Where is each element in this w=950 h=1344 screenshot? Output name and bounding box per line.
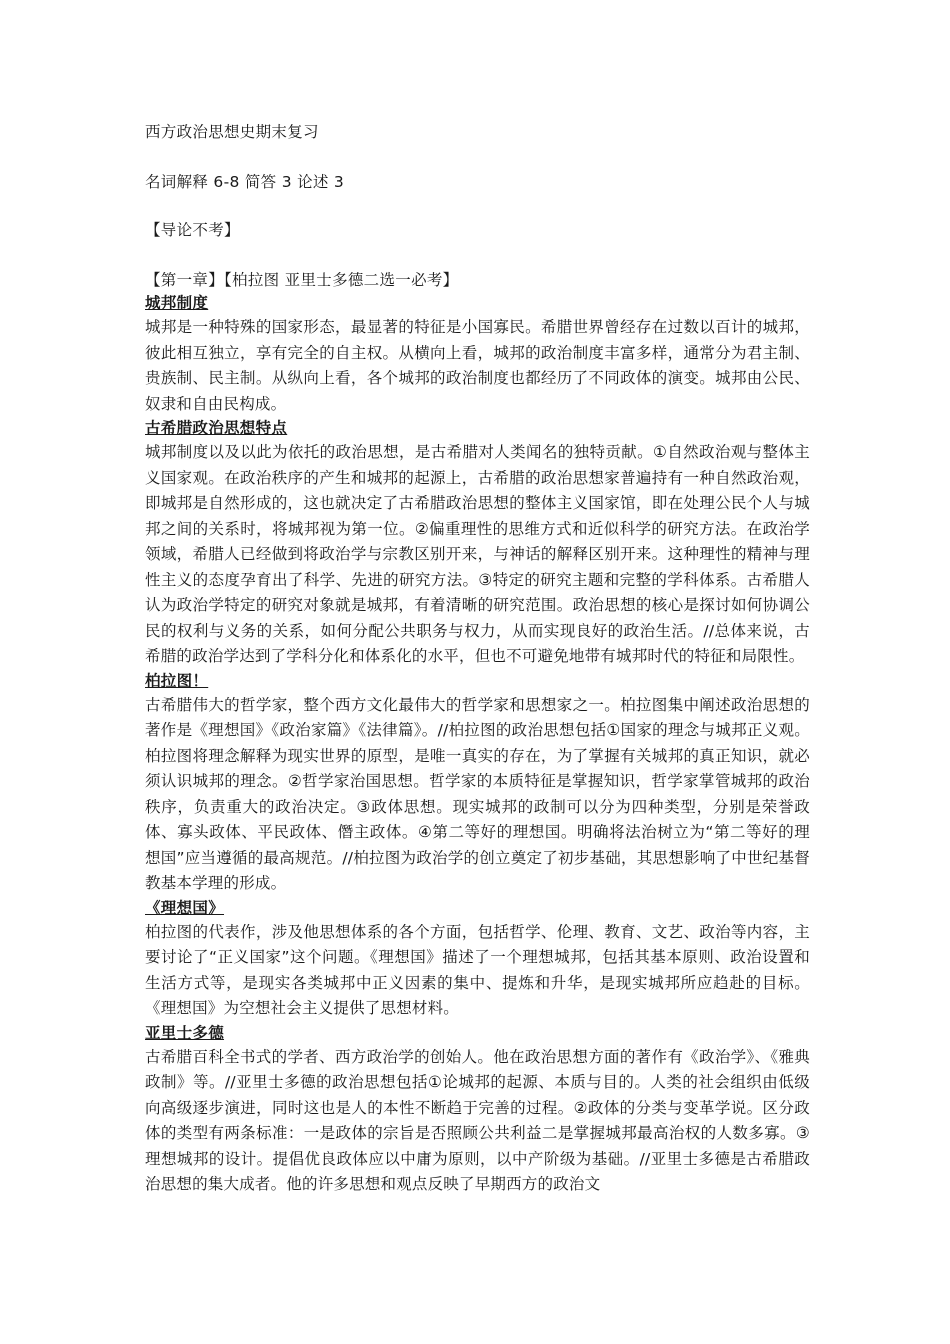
section-heading: 城邦制度 <box>145 294 209 312</box>
document-title: 西方政治思想史期末复习 <box>145 123 319 141</box>
intro-note: 【导论不考】 <box>145 221 240 239</box>
section-aristotle <box>145 1022 810 1198</box>
section-heading: 柏拉图！ <box>145 671 209 690</box>
section-heading: 亚里士多德 <box>145 1023 225 1042</box>
section-paragraph: 城邦制度以及以此为依托的政治思想，是古希腊对人类闻名的独特贡献。①自然政治观与整体主义国家观。在政治秩序的产生和城邦的起源上，古希腊的政治思想家普遍持有一种自然政治观，即城邦是自然形成的，这也就决定了古希腊政治思想的整体主义国家馆，即在处理公民个人与城邦之间的关系时，将城邦视为第一位。②偏重理性的思维方式和近似科学的研究方法。在政治学领域，希腊人已经做到将政治学与宗教区别开来，与神话的解释区别开来。这种理性的精神与理性主义的态度孕育出了科学、先进的研究方法。③特定的研究主题和完整的学科体系。古希腊人认为政治学特定的研究对象就是城邦，有着清晰的研究范围。政治思想的核心是探讨如何协调公民的权利与义务的关系，如何分配公共职务与权力，从而实现良好的政治生活。//总体来说，古希腊的政治学达到了学科分化和体系化的水平，但也不可避免地带有城邦时代的特征和局限性。 <box>145 443 810 665</box>
exam-format-line: 名词解释 6-8 简答 3 论述 3 <box>145 173 345 191</box>
document-body <box>145 292 810 1198</box>
section-plato <box>145 670 810 897</box>
section-city-state <box>145 292 810 417</box>
section-heading: 古希腊政治思想特点 <box>145 419 288 437</box>
section-paragraph: 古希腊百科全书式的学者、西方政治学的创始人。他在政治思想方面的著作有《政治学》、《雅典政制》等。//亚里士多德的政治思想包括①论城邦的起源、本质与目的。人类的社会组织由低级向高级逐步演进，同时这也是人的本性不断趋于完善的过程。②政体的分类与变革学说。区分政体的类型有两条标准：一是政体的宗旨是否照顾公共利益二是掌握城邦最高治权的人数多寡。③理想城邦的设计。提倡优良政体应以中庸为原则，以中产阶级为基础。//亚里士多德是古希腊政治思想的集大成者。他的许多思想和观点反映了早期西方的政治文 <box>145 1047 810 1193</box>
section-paragraph: 古希腊伟大的哲学家，整个西方文化最伟大的哲学家和思想家之一。柏拉图集中阐述政治思想的著作是《理想国》《政治家篇》《法律篇》。//柏拉图的政治思想包括①国家的理念与城邦正义观。柏拉图将理念解释为现实世界的原型，是唯一真实的存在，为了掌握有关城邦的真正知识，就必须认识城邦的理念。②哲学家治国思想。哲学家的本质特征是掌握知识，哲学家掌管城邦的政治秩序，负责重大的政治决定。③政体思想。现实城邦的政制可以分为四种类型，分别是荣誉政体、寡头政体、平民政体、僭主政体。④第二等好的理想国。明确将法治树立为“第二等好的理想国”应当遵循的最高规范。//柏拉图为政治学的创立奠定了初步基础，其思想影响了中世纪基督教基本学理的形成。 <box>145 695 810 892</box>
section-paragraph: 城邦是一种特殊的国家形态，最显著的特征是小国寡民。希腊世界曾经存在过数以百计的城邦，彼此相互独立，享有完全的自主权。从横向上看，城邦的政治制度丰富多样，通常分为君主制、贵族制、民主制。从纵向上看，各个城邦的政治制度也都经历了不同政体的演变。城邦由公民、奴隶和自由民构成。 <box>145 318 810 413</box>
chapter-note: 【第一章】【柏拉图 亚里士多德二选一必考】 <box>145 271 459 289</box>
section-paragraph: 柏拉图的代表作，涉及他思想体系的各个方面，包括哲学、伦理、教育、文艺、政治等内容，主要讨论了“正义国家”这个问题。《理想国》描述了一个理想城邦，包括其基本原则、政治设置和生活方式等，是现实各类城邦中正义因素的集中、提炼和升华，是现实城邦所应趋赴的目标。《理想国》为空想社会主义提供了思想材料。 <box>145 922 810 1017</box>
section-heading: 《理想国》 <box>145 898 225 917</box>
section-republic <box>145 897 810 1022</box>
section-greek-features <box>145 417 810 670</box>
